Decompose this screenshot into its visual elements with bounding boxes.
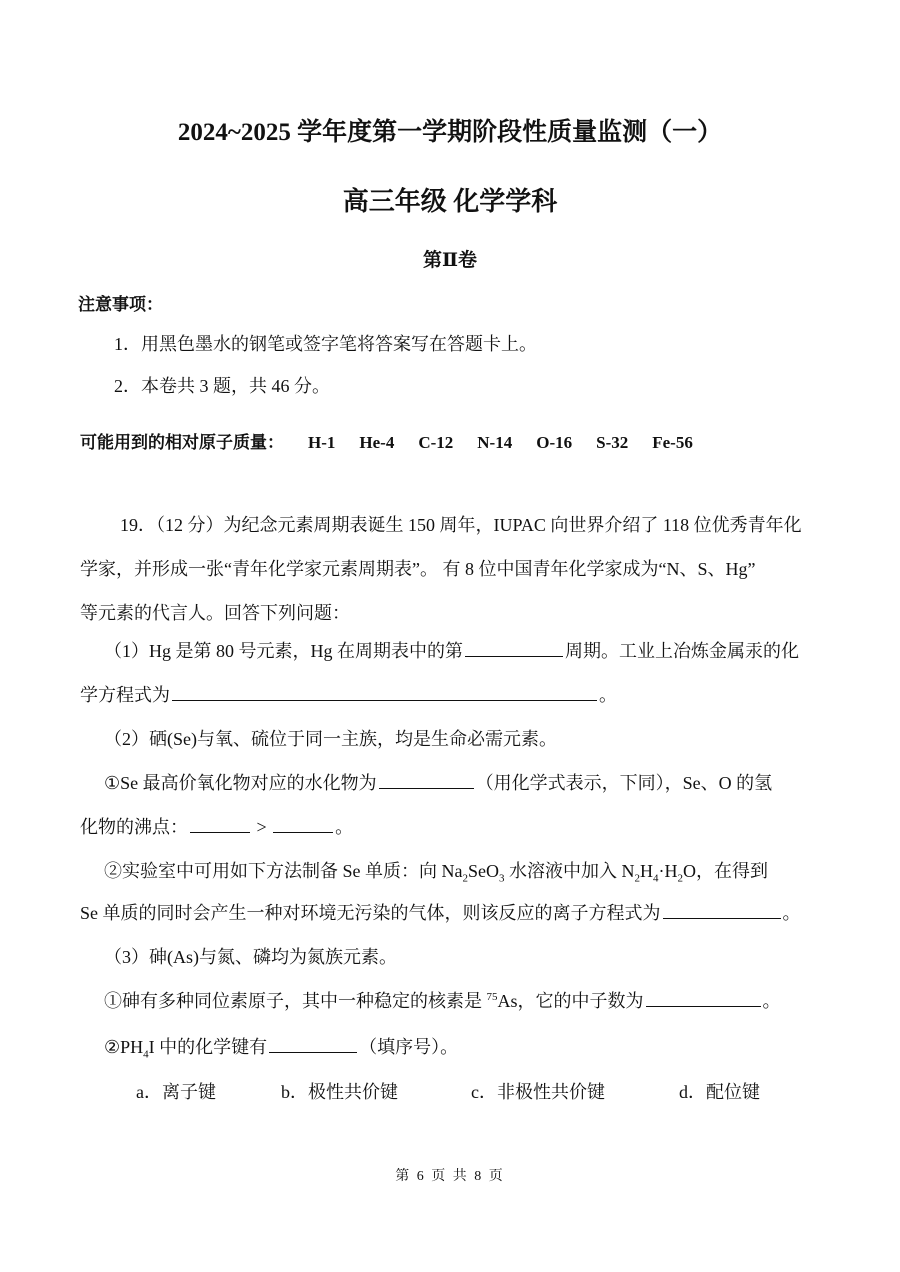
part3-text: As，它的中子数为	[497, 991, 644, 1011]
question-intro: 学家，并形成一张“青年化学家元素周期表”。 有 8 位中国青年化学家成为“N、S、Hg”	[80, 559, 756, 579]
part2-text: O，在得到	[683, 861, 768, 881]
subscript: 2	[462, 872, 468, 885]
ionic-equation-blank[interactable]	[663, 917, 781, 919]
part1-text: 周期。工业上冶炼金属汞的化	[565, 641, 799, 661]
part2-sub1-line1	[104, 769, 772, 795]
atomic-mass-line	[80, 428, 693, 453]
part1-text: 。	[599, 685, 617, 705]
question-intro: 19．（12 分）为纪念元素周期表诞生 150 周年，IUPAC 向世界介绍了 118 位优秀青年化	[120, 515, 802, 535]
atomic-mass-o: O-16	[536, 433, 573, 452]
part2-text: 水溶液中加入 N	[504, 861, 635, 881]
part3-sub2	[104, 1033, 458, 1059]
notice-heading: 注意事项：	[78, 295, 163, 314]
notice-item: 2．本卷共 3 题，共 46 分。	[114, 376, 330, 396]
part2-text: ·H	[658, 861, 678, 881]
greater-than: >	[256, 817, 267, 837]
subscript: 4	[143, 1048, 149, 1061]
part1-line2	[80, 681, 617, 707]
part1-text: （1）Hg 是第 80 号元素，Hg 在周期表中的第	[104, 641, 463, 661]
subscript: 4	[653, 872, 659, 885]
atomic-mass-n: N-14	[477, 433, 513, 452]
part3-text: ②PH	[104, 1037, 144, 1057]
notice-item: 1．用黑色墨水的钢笔或签字笔将答案写在答题卡上。	[114, 334, 537, 354]
part2-sub1-line2	[80, 813, 353, 839]
option-d: d．配位键	[679, 1082, 760, 1102]
atomic-mass-c: C-12	[418, 433, 454, 452]
subscript: 2	[677, 872, 683, 885]
part2-text: （用化学式表示，下同），Se、O 的氢	[475, 773, 773, 793]
hydrate-answer-blank[interactable]	[379, 787, 474, 789]
bond-type-blank[interactable]	[269, 1051, 357, 1053]
bond-options	[136, 1078, 760, 1104]
part2-text: 化物的沸点：	[80, 817, 188, 837]
boiling-point-blank-1[interactable]	[190, 831, 250, 833]
part3-text: ①砷有多种同位素原子，其中一种稳定的核素是	[104, 991, 487, 1011]
period-answer-blank[interactable]	[465, 655, 563, 657]
exam-subtitle: 高三年级 化学学科	[342, 187, 558, 216]
part3-heading: （3）砷(As)与氮、磷均为氮族元素。	[104, 947, 397, 967]
part2-text: H	[640, 861, 653, 881]
option-a: a．离子键	[136, 1082, 216, 1102]
exam-title: 2024~2025 学年度第一学期阶段性质量监测（一）	[177, 119, 723, 146]
part2-text: Se 单质的同时会产生一种对环境无污染的气体，则该反应的离子方程式为	[80, 903, 661, 923]
superscript: 75	[486, 991, 498, 1003]
part2-text: 。	[782, 903, 801, 923]
option-c: c．非极性共价键	[471, 1082, 605, 1102]
equation-answer-blank[interactable]	[172, 699, 597, 701]
part2-text: ②实验室中可用如下方法制备 Se 单质：向 Na	[104, 861, 463, 881]
part2-text: SeO	[468, 861, 499, 881]
part2-text: ①Se 最高价氧化物对应的水化物为	[104, 773, 377, 793]
atomic-mass-h: H-1	[308, 433, 336, 452]
part3-text: 。	[762, 991, 781, 1011]
question-intro: 等元素的代言人。回答下列问题：	[80, 603, 350, 623]
atomic-mass-fe: Fe-56	[652, 433, 693, 452]
option-b: b．极性共价键	[281, 1082, 398, 1102]
part3-sub1	[104, 987, 781, 1013]
page-footer: 第 6 页 共 8 页	[395, 1169, 505, 1184]
part1-text: 学方程式为	[80, 685, 170, 705]
neutron-count-blank[interactable]	[646, 1005, 761, 1007]
atomic-mass-he: He-4	[359, 433, 395, 452]
boiling-point-blank-2[interactable]	[273, 831, 333, 833]
part2-heading: （2）硒(Se)与氧、硫位于同一主族，均是生命必需元素。	[104, 729, 557, 749]
atomic-mass-s: S-32	[596, 433, 629, 452]
subscript: 3	[499, 872, 505, 885]
part1-line1	[104, 637, 799, 663]
part2-sub2-line1	[104, 857, 768, 883]
part2-sub2-line2	[80, 899, 801, 925]
volume-label: 第Ⅱ卷	[422, 250, 477, 271]
part2-text: 。	[335, 817, 354, 837]
subscript: 2	[634, 872, 640, 885]
part3-text: （填序号）。	[359, 1037, 459, 1057]
part3-text: I 中的化学键有	[148, 1037, 268, 1057]
atomic-mass-label: 可能用到的相对原子质量：	[80, 433, 284, 452]
